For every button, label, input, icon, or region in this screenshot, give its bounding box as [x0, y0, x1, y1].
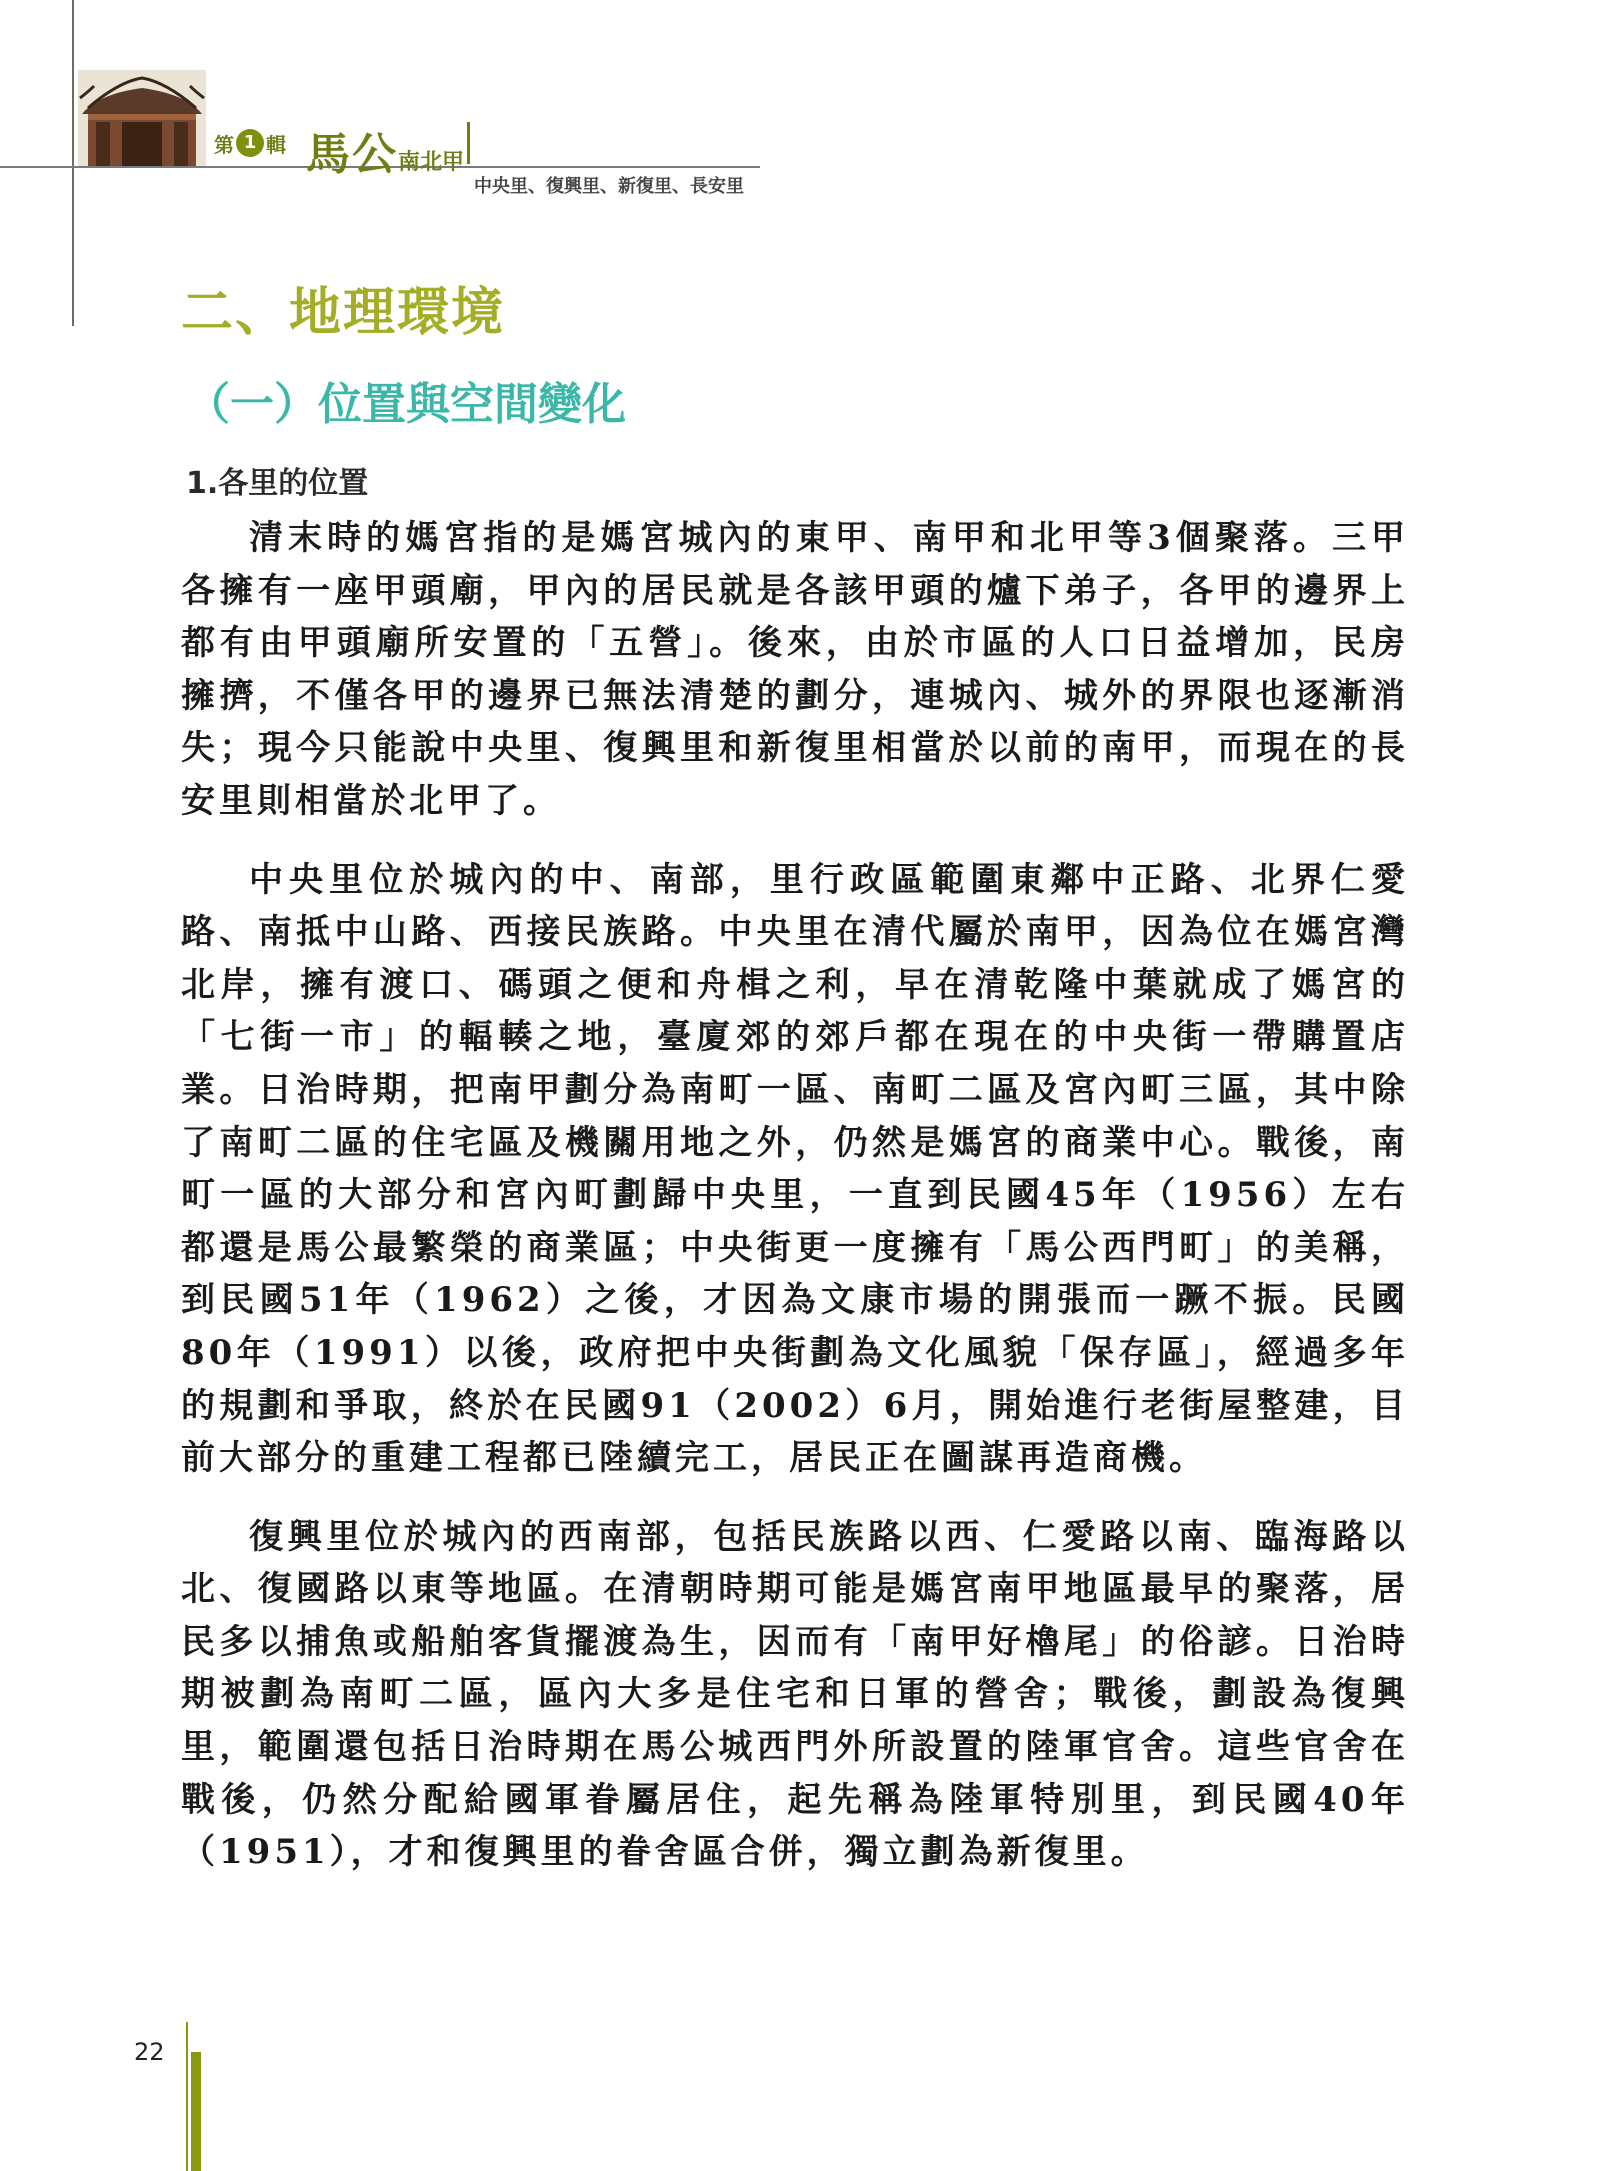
- page-number: 22: [134, 2038, 165, 2066]
- item-title: 1.各里的位置: [186, 466, 369, 501]
- chapter-badge: [214, 128, 286, 158]
- village-list: 中央里、復興里、新復里、長安里: [474, 176, 744, 197]
- subsection-title: （一）位置與空間變化: [186, 379, 626, 430]
- paragraph: 中央里位於城內的中、南部，里行政區範圍東鄰中正路、北界仁愛路、南抵中山路、西接民族路。中央里在清代屬於南甲，因為位在媽宮灣北岸，擁有渡口、碼頭之便和舟楫之利，早在清乾隆中葉就成了媽宮的「七街一市」的輻輳之地，臺廈郊的郊戶都在現在的中央街一帶購置店業。日治時期，把南甲劃分為南町一區、南町二區及宮內町三區，其中除了南町二區的住宅區及機關用地之外，仍然是媽宮的商業中心。戰後，南町一區的大部分和宮內町劃歸中央里，一直到民國45年（1956）左右都還是馬公最繁榮的商業區；中央街更一度擁有「馬公西門町」的美稱，到民國51年（1962）之後，才因為文康市場的開張而一蹶不振。民國80年（1991）以後，政府把中央街劃為文化風貌「保存區」，經過多年的規劃和爭取，終於在民國91（2002）6月，開始進行老街屋整建，目前大部分的重建工程都已陸續完工，居民正在圖謀再造商機。: [181, 859, 1409, 1479]
- footer-accent-bar: [191, 2052, 201, 2171]
- chapter-badge-prefix: 第: [214, 132, 234, 157]
- chapter-badge-suffix: 輯: [266, 132, 286, 157]
- title-separator: [467, 122, 470, 164]
- header-vertical-rule: [72, 0, 74, 326]
- footer-accent-line: [186, 2022, 188, 2171]
- body-text: [181, 512, 1409, 1905]
- book-title-small: 南北甲: [398, 149, 465, 175]
- paragraph: 復興里位於城內的西南部，包括民族路以西、仁愛路以南、臨海路以北、復國路以東等地區。在清朝時期可能是媽宮南甲地區最早的聚落，居民多以捕魚或船舶客貨擺渡為生，因而有「南甲好櫓尾」的俗諺。日治時期被劃為南町二區，區內大多是住宅和日軍的營舍；戰後，劃設為復興里，範圍還包括日治時期在馬公城西門外所設置的陸軍官舍。這些官舍在戰後，仍然分配給國軍眷屬居住，起先稱為陸軍特別里，到民國40年（1951），才和復興里的眷舍區合併，獨立劃為新復里。: [181, 1516, 1409, 1873]
- paragraph: 清末時的媽宮指的是媽宮城內的東甲、南甲和北甲等3個聚落。三甲各擁有一座甲頭廟，甲內的居民就是各該甲頭的爐下弟子，各甲的邊界上都有由甲頭廟所安置的「五營」。後來，由於市區的人口日益增加，民房擁擠，不僅各甲的邊界已無法清楚的劃分，連城內、城外的界限也逐漸消失；現今只能說中央里、復興里和新復里相當於以前的南甲，而現在的長安里則相當於北甲了。: [181, 518, 1409, 821]
- chapter-number-circle: 1: [236, 129, 264, 157]
- temple-roof-image: [78, 70, 206, 166]
- section-title: 二、地理環境: [181, 283, 506, 343]
- book-title-main: 馬公: [306, 129, 398, 180]
- book-title: [306, 118, 464, 182]
